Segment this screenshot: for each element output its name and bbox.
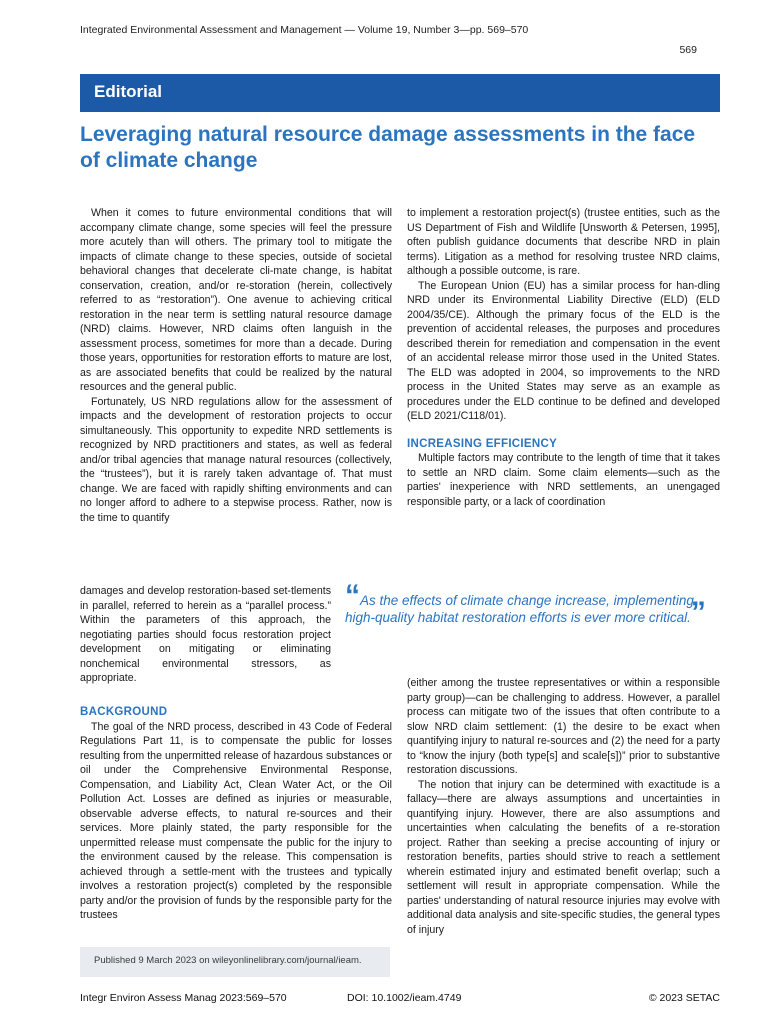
published-note: Published 9 March 2023 on wileyonlinelibrary.com/journal/ieam. [94, 955, 362, 966]
footer-copyright: © 2023 SETAC [648, 992, 720, 1004]
running-header: Integrated Environmental Assessment and Management — Volume 19, Number 3—pp. 569–570 [80, 24, 529, 36]
pull-quote [345, 579, 717, 629]
column-left-bottom [80, 705, 392, 923]
footer-doi: DOI: 10.1002/ieam.4749 [347, 992, 462, 1004]
published-note-box [80, 947, 390, 977]
column-left-top [80, 206, 392, 525]
paragraph: (either among the trustee representatives or within a responsible party group)—can be challenging to address. However, a parallel process can mitigate two of the issues that often contribute to a slow NRD claim settlement: (1) the desire to be exact when quantifying injury to natural re-sources and (2) the need for a party to “know the injury (both type[s] and scale[s])” prior to substantive restoration discussions. [407, 677, 720, 776]
paragraph: The notion that injury can be determined with exactitude is a fallacy—there are always assumptions and uncertainties in quantifying injury. However, there are also assumptions and uncertainties when calculating the benefits of a re-storation project. Rather than seeking a precise accounting of injury or restoration benefits, parties should strive to reach a settlement wherein estimated injury and estimated benefit overlap; such a settlement will result in appropriate compensation. While the parties' understanding of natural resource injuries may evolve with additional data analysis and site-specific studies, the general types of injury [407, 778, 720, 936]
paragraph: to implement a restoration project(s) (trustee entities, such as the US Department of Fish and Wildlife [Unsworth & Petersen, 1995], often publish guidance documents that describe NRD in plain terms). Litigation as a method for resolving trustee NRD claims, although a possible outcome, is rare. [407, 207, 720, 277]
paragraph: Multiple factors may contribute to the length of time that it takes to settle an NRD claim. Some claim elements—such as the parties' inexperience with NRD settlements, an unengaged responsible party, or a lack of coordination [407, 452, 720, 508]
footer-citation: Integr Environ Assess Manag 2023:569–570 [80, 992, 287, 1004]
section-heading-efficiency: INCREASING EFFICIENCY [407, 437, 558, 450]
pull-quote-text: As the effects of climate change increase, implementing high-quality habitat restoration efforts is ever more critical. [345, 593, 694, 625]
open-quote-icon: “ [345, 579, 360, 612]
paragraph: When it comes to future environmental conditions that will accompany climate change, some species will feel the pressure more acutely than will others. The primary tool to mitigate the impacts of climate change to these species, outside of societal behavioral changes that decelerate cli-mate change, is habitat conservation, creation, and/or re-storation (herein, collectively referred to as “restoration”). One avenue to achieving critical restoration in the near term is settling natural resource damage (NRD) claims. However, NRD claims often languish in the assessment process, sometimes for more than a decade. During those years, opportunities for restoration efforts to mature are lost, as are associated benefits that could be realized by the natural resources and the general public. [80, 207, 392, 393]
paragraph: The European Union (EU) has a similar process for han-dling NRD under its Environmental Liability Directive (ELD) (ELD 2004/35/CE). Although the primary focus of the ELD is the prevention of accidental releases, the purposes and procedures described therein for remediation and compensation in the event of an accidental release mirror those used in the United States. The ELD was adopted in 2004, so improvements to the NRD process in the United States may serve as an example as procedures under the ELD continue to be defined and developed (ELD 2021/C118/01). [407, 279, 720, 422]
paragraph: The goal of the NRD process, described in 43 Code of Federal Regulations Part 11, is to compensate the public for losses resulting from the unpermitted release of hazardous substances or oil under the Comprehensive Environmental Response, Compensation, and Liability Act, Clean Water Act, or the Oil Pollution Act. Losses are defined as injuries or measurable, observable adverse effects, to natural re-sources and their services. More plainly stated, the party responsible for the unpermitted release must compensate the public for the injury to the environment caused by the release. This compensation is achieved through a settle-ment with the trustees and typically involves a restoration project(s) completed by the responsible party and/or the provision of funds by the responsible party for the trustees [80, 720, 392, 921]
column-right-top [407, 206, 720, 509]
section-heading-background: BACKGROUND [80, 706, 168, 718]
paragraph: Fortunately, US NRD regulations allow for the assessment of impacts and the development of restoration projects to occur simultaneously. This opportunity to expedite NRD settlements is recognized by NRD practitioners and states, as well as federal and/or tribal agencies that manage natural resources (collectively, the “trustees”), but it is rarely taken advantage of. That must change. We are faced with rapidly shifting environments and can no longer afford to adhere to a stepwise process. Rather, now is the time to quantify [80, 395, 392, 524]
paragraph: damages and develop restoration-based set-tlements in parallel, referred to herein as a “parallel process.” Within the parameters of this approach, the negotiating parties should focus restoration project development on mitigating or eliminating nonchemical environmental stressors, as appropriate. [80, 585, 331, 684]
column-right-bottom [407, 676, 720, 937]
close-quote-icon: ” [690, 596, 706, 629]
article-title: Leveraging natural resource damage assessments in the face of climate change [80, 123, 696, 172]
page-number: 569 [679, 44, 697, 56]
section-band [80, 74, 720, 112]
column-left-narrow [80, 584, 331, 686]
section-band-label: Editorial [94, 82, 163, 101]
